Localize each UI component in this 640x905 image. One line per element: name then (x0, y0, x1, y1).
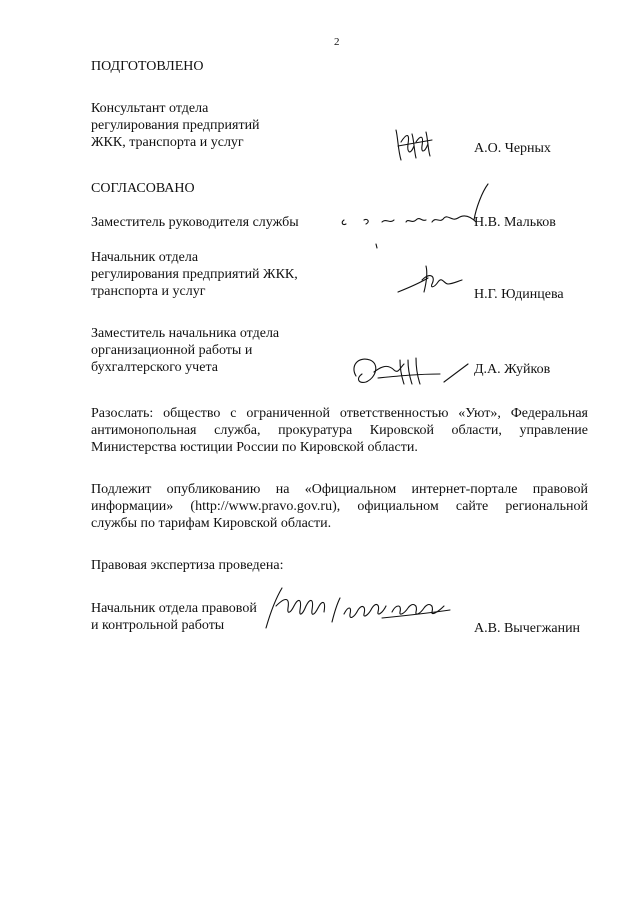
signer-3-position-line-3: бухгалтерского учета (91, 360, 218, 375)
distribution-line-1: Разослать: общество с ограниченной ответственностью «Уют», Федеральная (91, 406, 588, 421)
signer-2-position-line-3: транспорта и услуг (91, 284, 206, 299)
signature-malkov (336, 178, 496, 248)
distribution-line-3: Министерства юстиции России по Кировской области. (91, 440, 418, 455)
prepared-position-line-1: Консультант отдела (91, 101, 209, 116)
signer-2-name: Н.Г. Юдинцева (474, 287, 564, 302)
prepared-position-line-3: ЖКК, транспорта и услуг (91, 135, 244, 150)
prepared-name: А.О. Черных (474, 141, 551, 156)
publication-line-2: информации» (http://www.pravo.gov.ru), официальном сайте региональной (91, 499, 588, 514)
signature-chernykh (392, 126, 442, 164)
publication-line-3: службы по тарифам Кировской области. (91, 516, 332, 531)
agreed-heading: СОГЛАСОВАНО (91, 181, 195, 196)
distribution-line-2: антимонопольная служба, прокуратура Кировской области, управление (91, 423, 588, 438)
signer-1-position-line-1: Заместитель руководителя службы (91, 215, 299, 230)
legal-position-line-2: и контрольной работы (91, 618, 225, 633)
legal-heading: Правовая экспертиза проведена: (91, 558, 284, 573)
publication-line-1: Подлежит опубликованию на «Официальном интернет-портале правовой (91, 482, 588, 497)
legal-position-line-1: Начальник отдела правовой (91, 601, 257, 616)
prepared-heading: ПОДГОТОВЛЕНО (91, 59, 204, 74)
page-number: 2 (334, 36, 340, 48)
signature-vychegzhanin (262, 584, 454, 634)
legal-name: А.В. Вычегжанин (474, 621, 581, 636)
signer-3-name: Д.А. Жуйков (474, 362, 551, 377)
signer-1-name: Н.В. Мальков (474, 215, 556, 230)
prepared-position-line-2: регулирования предприятий (91, 118, 260, 133)
signature-yudintseva (396, 262, 464, 298)
signer-3-position-line-2: организационной работы и (91, 343, 253, 358)
signer-2-position-line-2: регулирования предприятий ЖКК, (91, 267, 298, 282)
signer-3-position-line-1: Заместитель начальника отдела (91, 326, 280, 341)
signature-zhuikov (348, 352, 472, 390)
signer-2-position-line-1: Начальник отдела (91, 250, 199, 265)
